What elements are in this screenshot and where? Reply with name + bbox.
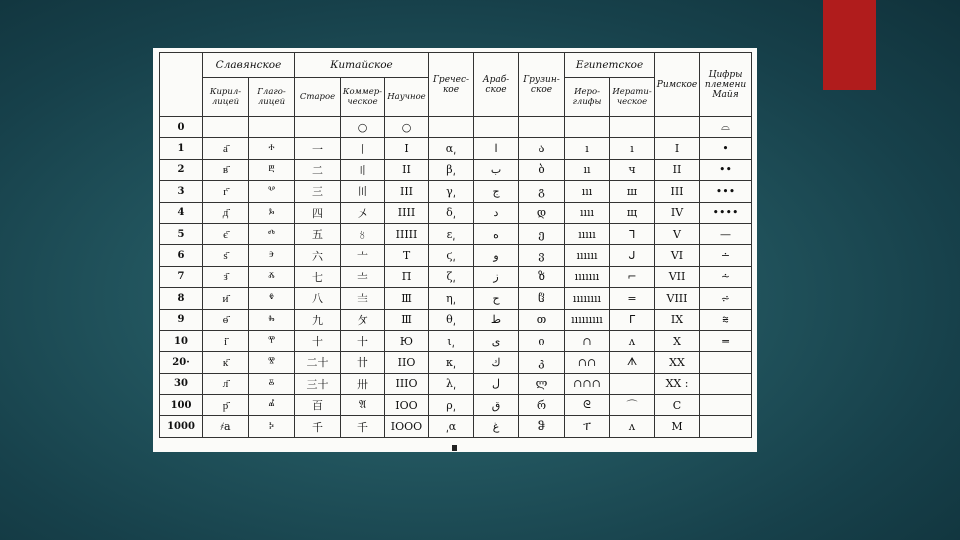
hieroglyph-cell: ıı (565, 159, 610, 180)
table-row (160, 202, 752, 223)
chinese-commercial-cell: 〢 (341, 159, 385, 180)
row-label: 5 (160, 223, 203, 244)
table-row (160, 395, 752, 416)
row-label: 1 (160, 138, 203, 159)
greek-cell: ζ͵ (429, 266, 474, 287)
hieroglyph-cell: ııııı (565, 223, 610, 244)
chinese-scientific-cell: IIO (385, 352, 429, 373)
header-scientific: Научное (385, 78, 429, 117)
chinese-old-cell: 七 (295, 266, 341, 287)
arabic-cell: ب (474, 159, 519, 180)
hieroglyph-cell: ı (565, 138, 610, 159)
row-label: 100 (160, 395, 203, 416)
table-row (160, 138, 752, 159)
header-georgian: Грузин-ское (519, 53, 565, 117)
maya-cell: ••• (700, 181, 752, 202)
table-row (160, 330, 752, 351)
hieratic-cell: ʌ (610, 416, 655, 437)
maya-cell (700, 395, 752, 416)
hieratic-cell: ᒍ (610, 245, 655, 266)
chinese-old-cell: 二 (295, 159, 341, 180)
header-commercial: Коммер-ческое (341, 78, 385, 117)
roman-cell: XX : (655, 373, 700, 394)
chinese-old-cell: 八 (295, 288, 341, 309)
glagolitic-cell: ⰻ (249, 373, 295, 394)
chinese-scientific-cell: IIIII (385, 223, 429, 244)
cyrillic-cell: ҂а (203, 416, 249, 437)
hieratic-cell: ⌒ (610, 395, 655, 416)
hieroglyph-cell: ∩∩ (565, 352, 610, 373)
roman-cell: V (655, 223, 700, 244)
arabic-cell: د (474, 202, 519, 223)
glagolitic-cell: ⰷ (249, 288, 295, 309)
row-label: 6 (160, 245, 203, 266)
hieroglyph-cell: ıııııı (565, 245, 610, 266)
greek-cell: α͵ (429, 138, 474, 159)
maya-cell: ∸ (700, 245, 752, 266)
arabic-cell: ه (474, 223, 519, 244)
greek-cell: ε͵ (429, 223, 474, 244)
chinese-scientific-cell: IOO (385, 395, 429, 416)
header-glagolitic: Глаго-лицей (249, 78, 295, 117)
scan-artifact (452, 445, 457, 451)
arabic-cell: ج (474, 181, 519, 202)
hieratic-cell: ᒣ (610, 223, 655, 244)
greek-cell: λ͵ (429, 373, 474, 394)
chinese-commercial-cell: 〣 (341, 181, 385, 202)
chinese-old-cell: 三 (295, 181, 341, 202)
maya-cell: ═ (700, 330, 752, 351)
header-chinese: Китайское (295, 53, 429, 78)
greek-cell: θ͵ (429, 309, 474, 330)
chinese-old-cell: 五 (295, 223, 341, 244)
chinese-scientific-cell: IIII (385, 202, 429, 223)
glagolitic-cell: ⰵ (249, 245, 295, 266)
chinese-commercial-cell: 〧 (341, 266, 385, 287)
maya-cell: • (700, 138, 752, 159)
maya-cell (700, 416, 752, 437)
chinese-commercial-cell: 千 (341, 416, 385, 437)
chinese-old-cell: 四 (295, 202, 341, 223)
hieroglyph-cell: ııııııııı (565, 309, 610, 330)
arabic-cell: ل (474, 373, 519, 394)
header-old: Старое (295, 78, 341, 117)
glagolitic-cell: ⰸ (249, 309, 295, 330)
arabic-cell: ط (474, 309, 519, 330)
chinese-old-cell: 六 (295, 245, 341, 266)
header-cyrillic: Кирил-лицей (203, 78, 249, 117)
roman-cell: IV (655, 202, 700, 223)
georgian-cell: ვ (519, 245, 565, 266)
arabic-cell: ح (474, 288, 519, 309)
roman-cell: II (655, 159, 700, 180)
cyrillic-cell: и҃ (203, 288, 249, 309)
chinese-old-cell: 千 (295, 416, 341, 437)
chinese-commercial-cell: 𝔄 (341, 395, 385, 416)
chinese-old-cell: 二十 (295, 352, 341, 373)
chinese-commercial-cell: ○ (341, 117, 385, 138)
hieroglyph-cell: ᘓ (565, 395, 610, 416)
maya-cell: — (700, 223, 752, 244)
greek-cell: γ͵ (429, 181, 474, 202)
maya-cell (700, 352, 752, 373)
maya-cell: ⌓ (700, 117, 752, 138)
row-label: 8 (160, 288, 203, 309)
cyrillic-cell: і҃ (203, 330, 249, 351)
greek-cell: β͵ (429, 159, 474, 180)
greek-cell: δ͵ (429, 202, 474, 223)
chinese-scientific-cell: ○ (385, 117, 429, 138)
glagolitic-cell: ⰹ (249, 330, 295, 351)
chinese-old-cell: 三十 (295, 373, 341, 394)
header-maya: Цифры племени Майя (700, 53, 752, 117)
greek-cell (429, 117, 474, 138)
chinese-commercial-cell: 〹 (341, 352, 385, 373)
hieratic-cell (610, 117, 655, 138)
maya-cell: ⩬ (700, 309, 752, 330)
roman-cell: III (655, 181, 700, 202)
chinese-scientific-cell: Ι (385, 138, 429, 159)
header-arabic: Араб-ское (474, 53, 519, 117)
hieratic-cell: ᗑ (610, 352, 655, 373)
roman-cell (655, 117, 700, 138)
cyrillic-cell: к҃ (203, 352, 249, 373)
chinese-scientific-cell: Π (385, 266, 429, 287)
hieratic-cell: ı (610, 138, 655, 159)
hieroglyph-cell: ∩ (565, 330, 610, 351)
hieratic-cell (610, 373, 655, 394)
hieroglyph-cell: ፐ (565, 416, 610, 437)
hieroglyph-cell: ıııııııı (565, 288, 610, 309)
table-row (160, 373, 752, 394)
red-accent-bar (823, 0, 876, 90)
greek-cell: ρ͵ (429, 395, 474, 416)
roman-cell: M (655, 416, 700, 437)
maya-cell (700, 373, 752, 394)
georgian-cell: ა (519, 138, 565, 159)
greek-cell: κ͵ (429, 352, 474, 373)
arabic-cell (474, 117, 519, 138)
maya-cell: ⩪ (700, 266, 752, 287)
hieratic-cell: ⌐ (610, 266, 655, 287)
table-row (160, 416, 752, 437)
glagolitic-cell: ⰺ (249, 352, 295, 373)
cyrillic-cell: г҃ (203, 181, 249, 202)
table-row (160, 309, 752, 330)
chinese-scientific-cell: T (385, 245, 429, 266)
roman-cell: IX (655, 309, 700, 330)
cyrillic-cell: л҃ (203, 373, 249, 394)
chinese-old-cell: 九 (295, 309, 341, 330)
hieroglyph-cell: ∩∩∩ (565, 373, 610, 394)
row-label: 20· (160, 352, 203, 373)
row-label: 3 (160, 181, 203, 202)
hieroglyph-cell: ııııııı (565, 266, 610, 287)
hieratic-cell: щ (610, 202, 655, 223)
georgian-cell: ლ (519, 373, 565, 394)
glagolitic-cell (249, 117, 295, 138)
hieroglyph-cell (565, 117, 610, 138)
row-label: 7 (160, 266, 203, 287)
arabic-cell: ى (474, 330, 519, 351)
chinese-commercial-cell: 〸 (341, 330, 385, 351)
chinese-commercial-cell: 〺 (341, 373, 385, 394)
chinese-scientific-cell: IOOO (385, 416, 429, 437)
georgian-cell: კ (519, 352, 565, 373)
table-body (160, 117, 752, 438)
chinese-old-cell: 一 (295, 138, 341, 159)
table-row (160, 159, 752, 180)
row-label: 4 (160, 202, 203, 223)
hieratic-cell: ʌ (610, 330, 655, 351)
greek-cell: ι͵ (429, 330, 474, 351)
table-row (160, 288, 752, 309)
cyrillic-cell: в҃ (203, 159, 249, 180)
cyrillic-cell: є҃ (203, 223, 249, 244)
arabic-cell: و (474, 245, 519, 266)
greek-cell: ͵α (429, 416, 474, 437)
hieroglyph-cell: ııı (565, 181, 610, 202)
georgian-cell (519, 117, 565, 138)
chinese-scientific-cell: Ⅲ (385, 288, 429, 309)
maya-cell: ⩫ (700, 288, 752, 309)
greek-cell: η͵ (429, 288, 474, 309)
chinese-old-cell (295, 117, 341, 138)
georgian-cell: რ (519, 395, 565, 416)
chinese-commercial-cell: 〨 (341, 288, 385, 309)
corner-cell (160, 53, 203, 117)
roman-cell: VI (655, 245, 700, 266)
row-label: 2 (160, 159, 203, 180)
chinese-old-cell: 十 (295, 330, 341, 351)
maya-cell: •• (700, 159, 752, 180)
greek-cell: ϛ͵ (429, 245, 474, 266)
glagolitic-cell: ⰰ (249, 138, 295, 159)
chinese-commercial-cell: 〡 (341, 138, 385, 159)
header-egyptian: Египетское (565, 53, 655, 78)
arabic-cell: غ (474, 416, 519, 437)
hieroglyph-cell: ıııı (565, 202, 610, 223)
table-row (160, 245, 752, 266)
hieratic-cell: ᒥ (610, 309, 655, 330)
hieratic-cell: ш (610, 181, 655, 202)
header-greek: Гречес-кое (429, 53, 474, 117)
georgian-cell: ე (519, 223, 565, 244)
georgian-cell: თ (519, 309, 565, 330)
hieratic-cell: ч (610, 159, 655, 180)
cyrillic-cell: ѳ҃ (203, 309, 249, 330)
numeral-systems-table (159, 52, 752, 438)
table-row (160, 223, 752, 244)
georgian-cell: გ (519, 181, 565, 202)
glagolitic-cell: ⰶ (249, 266, 295, 287)
chinese-scientific-cell: III (385, 181, 429, 202)
cyrillic-cell (203, 117, 249, 138)
glagolitic-cell: ⰳ (249, 202, 295, 223)
chinese-commercial-cell: 〩 (341, 309, 385, 330)
header-roman: Римское (655, 53, 700, 117)
glagolitic-cell: ⰴ (249, 223, 295, 244)
row-label: 9 (160, 309, 203, 330)
chinese-commercial-cell: 〤 (341, 202, 385, 223)
chinese-commercial-cell: 〦 (341, 245, 385, 266)
row-label: 1000 (160, 416, 203, 437)
cyrillic-cell: р҃ (203, 395, 249, 416)
arabic-cell: ز (474, 266, 519, 287)
glagolitic-cell: ⰼ (249, 395, 295, 416)
glagolitic-cell: ⰱ (249, 159, 295, 180)
cyrillic-cell: ѕ҃ (203, 245, 249, 266)
header-hieratic: Иерати-ческое (610, 78, 655, 117)
table-row (160, 266, 752, 287)
cyrillic-cell: а҃ (203, 138, 249, 159)
table-row (160, 352, 752, 373)
chinese-scientific-cell: Ⅲ (385, 309, 429, 330)
numeral-table-image (153, 48, 757, 452)
roman-cell: X (655, 330, 700, 351)
cyrillic-cell: д҃ (203, 202, 249, 223)
table-row (160, 117, 752, 138)
row-label: 30 (160, 373, 203, 394)
maya-cell: •••• (700, 202, 752, 223)
roman-cell: VIII (655, 288, 700, 309)
georgian-cell: ჵ (519, 416, 565, 437)
cyrillic-cell: з҃ (203, 266, 249, 287)
roman-cell: XX (655, 352, 700, 373)
georgian-cell: ი (519, 330, 565, 351)
glagolitic-cell: ⰽ (249, 416, 295, 437)
header-slavic: Славянское (203, 53, 295, 78)
chinese-commercial-cell: 〥 (341, 223, 385, 244)
roman-cell: VII (655, 266, 700, 287)
chinese-scientific-cell: II (385, 159, 429, 180)
chinese-scientific-cell: IIIO (385, 373, 429, 394)
glagolitic-cell: ⰲ (249, 181, 295, 202)
row-label: 0 (160, 117, 203, 138)
georgian-cell: ზ (519, 266, 565, 287)
arabic-cell: ا (474, 138, 519, 159)
row-label: 10 (160, 330, 203, 351)
header-hieroglyphs: Иеро-глифы (565, 78, 610, 117)
georgian-cell: ბ (519, 159, 565, 180)
chinese-scientific-cell: Ю (385, 330, 429, 351)
georgian-cell: დ (519, 202, 565, 223)
arabic-cell: ك (474, 352, 519, 373)
roman-cell: I (655, 138, 700, 159)
roman-cell: C (655, 395, 700, 416)
chinese-old-cell: 百 (295, 395, 341, 416)
arabic-cell: ق (474, 395, 519, 416)
hieratic-cell: = (610, 288, 655, 309)
georgian-cell: ჱ (519, 288, 565, 309)
table-row (160, 181, 752, 202)
